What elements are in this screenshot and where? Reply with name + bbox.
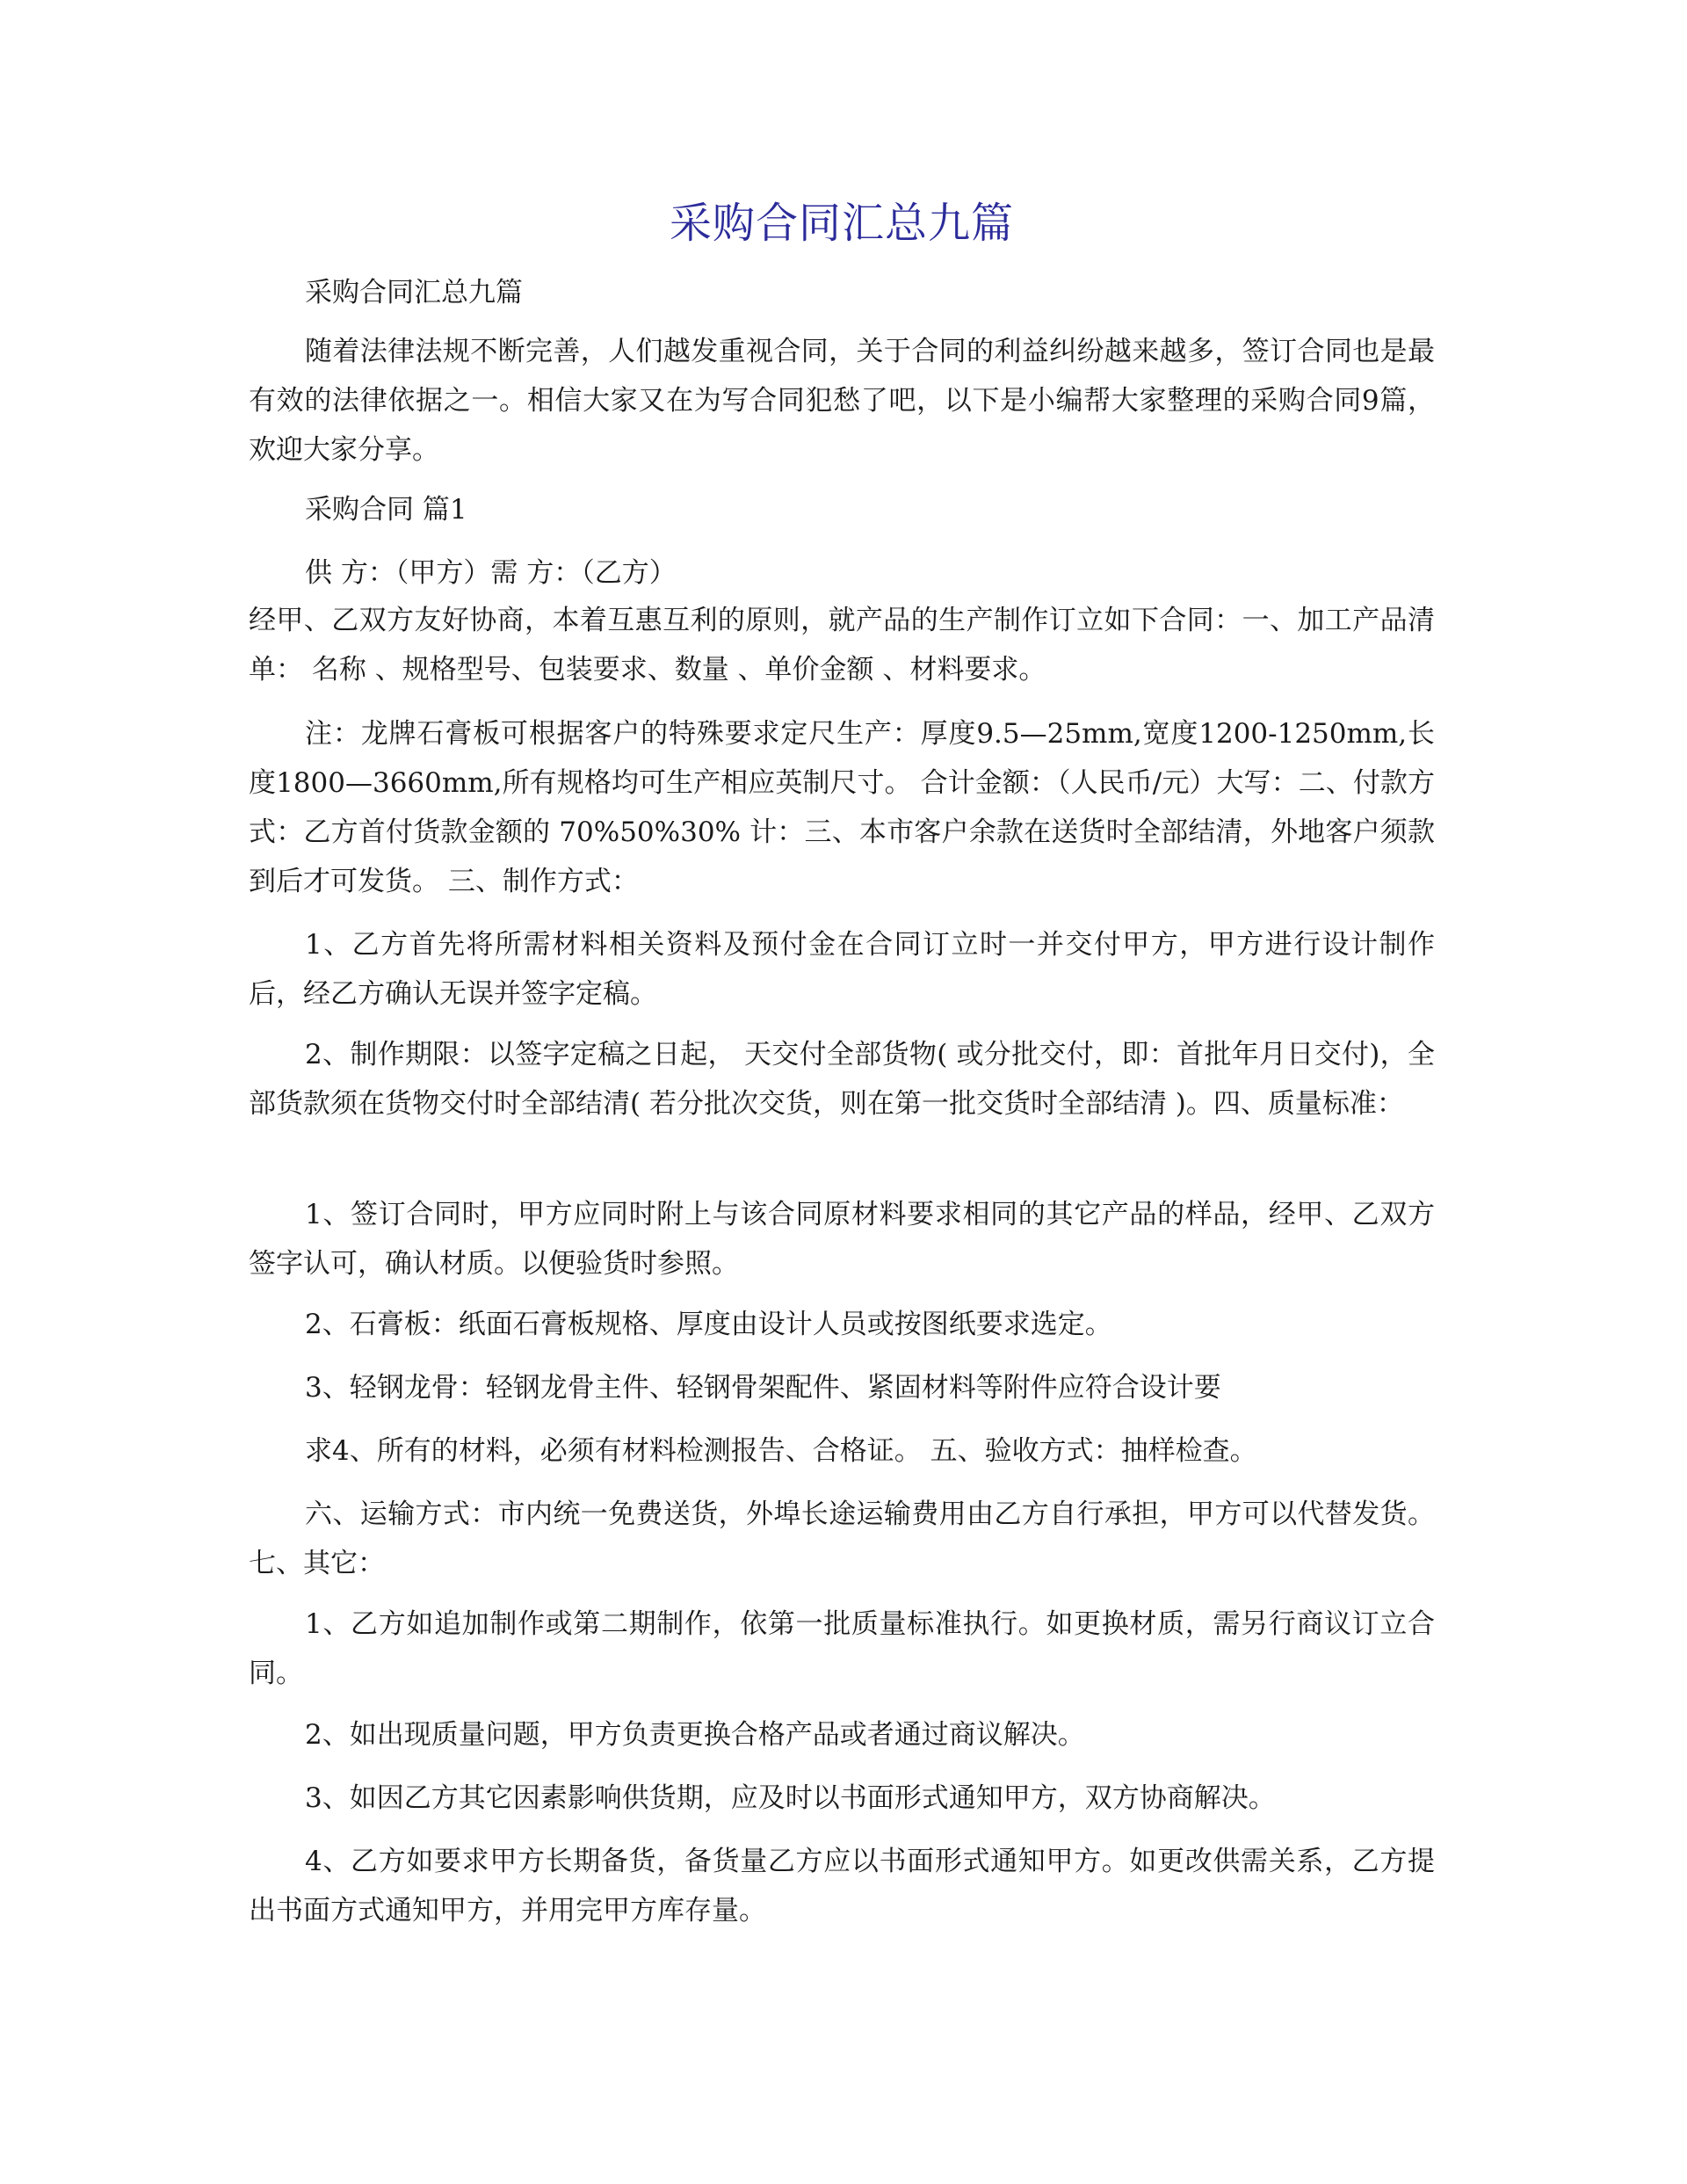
- paragraph-section-heading: 采购合同 篇1: [305, 494, 467, 526]
- document-title: 采购合同汇总九篇: [669, 199, 1014, 248]
- paragraph-note-payment: 注：龙牌石膏板可根据客户的特殊要求定尺生产：厚度9.5—25mm,宽度1200-1250mm,长度1800—3660mm,所有规格均可生产相应英制尺寸。 合计金额：（人民币/元）大写：二、付款方式：乙方首付货款金额的 70%50%30% 计：三、本市客户余款在送货时全部结清，外地客户须款到后才可发货。 三、制作方式：: [249, 718, 1435, 897]
- paragraph-item-1: 1、乙方首先将所需材料相关资料及预付金在合同订立时一并交付甲方，甲方进行设计制作后，经乙方确认无误并签字定稿。: [249, 929, 1435, 1010]
- paragraph-item-2: 2、制作期限：以签字定稿之日起， 天交付全部货物( 或分批交付，即：首批年月日交付)，全部货款须在货物交付时全部结清( 若分批次交货，则在第一批交货时全部结清 )。四、质量标准：: [249, 1039, 1435, 1120]
- paragraph-transport: 六、运输方式：市内统一免费送货，外埠长途运输费用由乙方自行承担，甲方可以代替发货。 七、其它：: [249, 1498, 1435, 1579]
- paragraph-parties: 供 方：（甲方）需 方：（乙方）: [305, 557, 677, 589]
- paragraph-quality-3: 3、轻钢龙骨：轻钢龙骨主件、轻钢骨架配件、紧固材料等附件应符合设计要: [305, 1372, 1221, 1404]
- paragraph-other-1: 1、乙方如追加制作或第二期制作，依第一批质量标准执行。如更换材质，需另行商议订立合同。: [249, 1608, 1435, 1689]
- paragraph-other-3: 3、如因乙方其它因素影响供货期，应及时以书面形式通知甲方，双方协商解决。: [305, 1782, 1276, 1814]
- paragraph-quality-1: 1、签订合同时，甲方应同时附上与该合同原材料要求相同的其它产品的样品，经甲、乙双方签字认可，确认材质。以便验货时参照。: [249, 1199, 1435, 1280]
- paragraph-intro: 随着法律法规不断完善，人们越发重视合同，关于合同的利益纠纷越来越多，签订合同也是最有效的法律依据之一。相信大家又在为写合同犯愁了吧，以下是小编帮大家整理的采购合同9篇，欢迎大家分享。: [249, 336, 1435, 466]
- paragraph-other-2: 2、如出现质量问题，甲方负责更换合格产品或者通过商议解决。: [305, 1719, 1085, 1751]
- paragraph-other-4: 4、乙方如要求甲方长期备货，备货量乙方应以书面形式通知甲方。如更改供需关系，乙方提出书面方式通知甲方，并用完甲方库存量。: [249, 1846, 1435, 1926]
- document-page: [249, 0, 1435, 2184]
- document-subtitle: 采购合同汇总九篇: [305, 277, 523, 308]
- paragraph-quality-2: 2、石膏板：纸面石膏板规格、厚度由设计人员或按图纸要求选定。: [305, 1309, 1112, 1340]
- paragraph-quality-4: 求4、所有的材料，必须有材料检测报告、合格证。 五、验收方式：抽样检查。: [305, 1435, 1257, 1467]
- paragraph-product-list: 经甲、乙双方友好协商，本着互惠互利的原则，就产品的生产制作订立如下合同：一、加工产品清单： 名称 、规格型号、包装要求、数量 、单价金额 、材料要求。: [249, 605, 1435, 686]
